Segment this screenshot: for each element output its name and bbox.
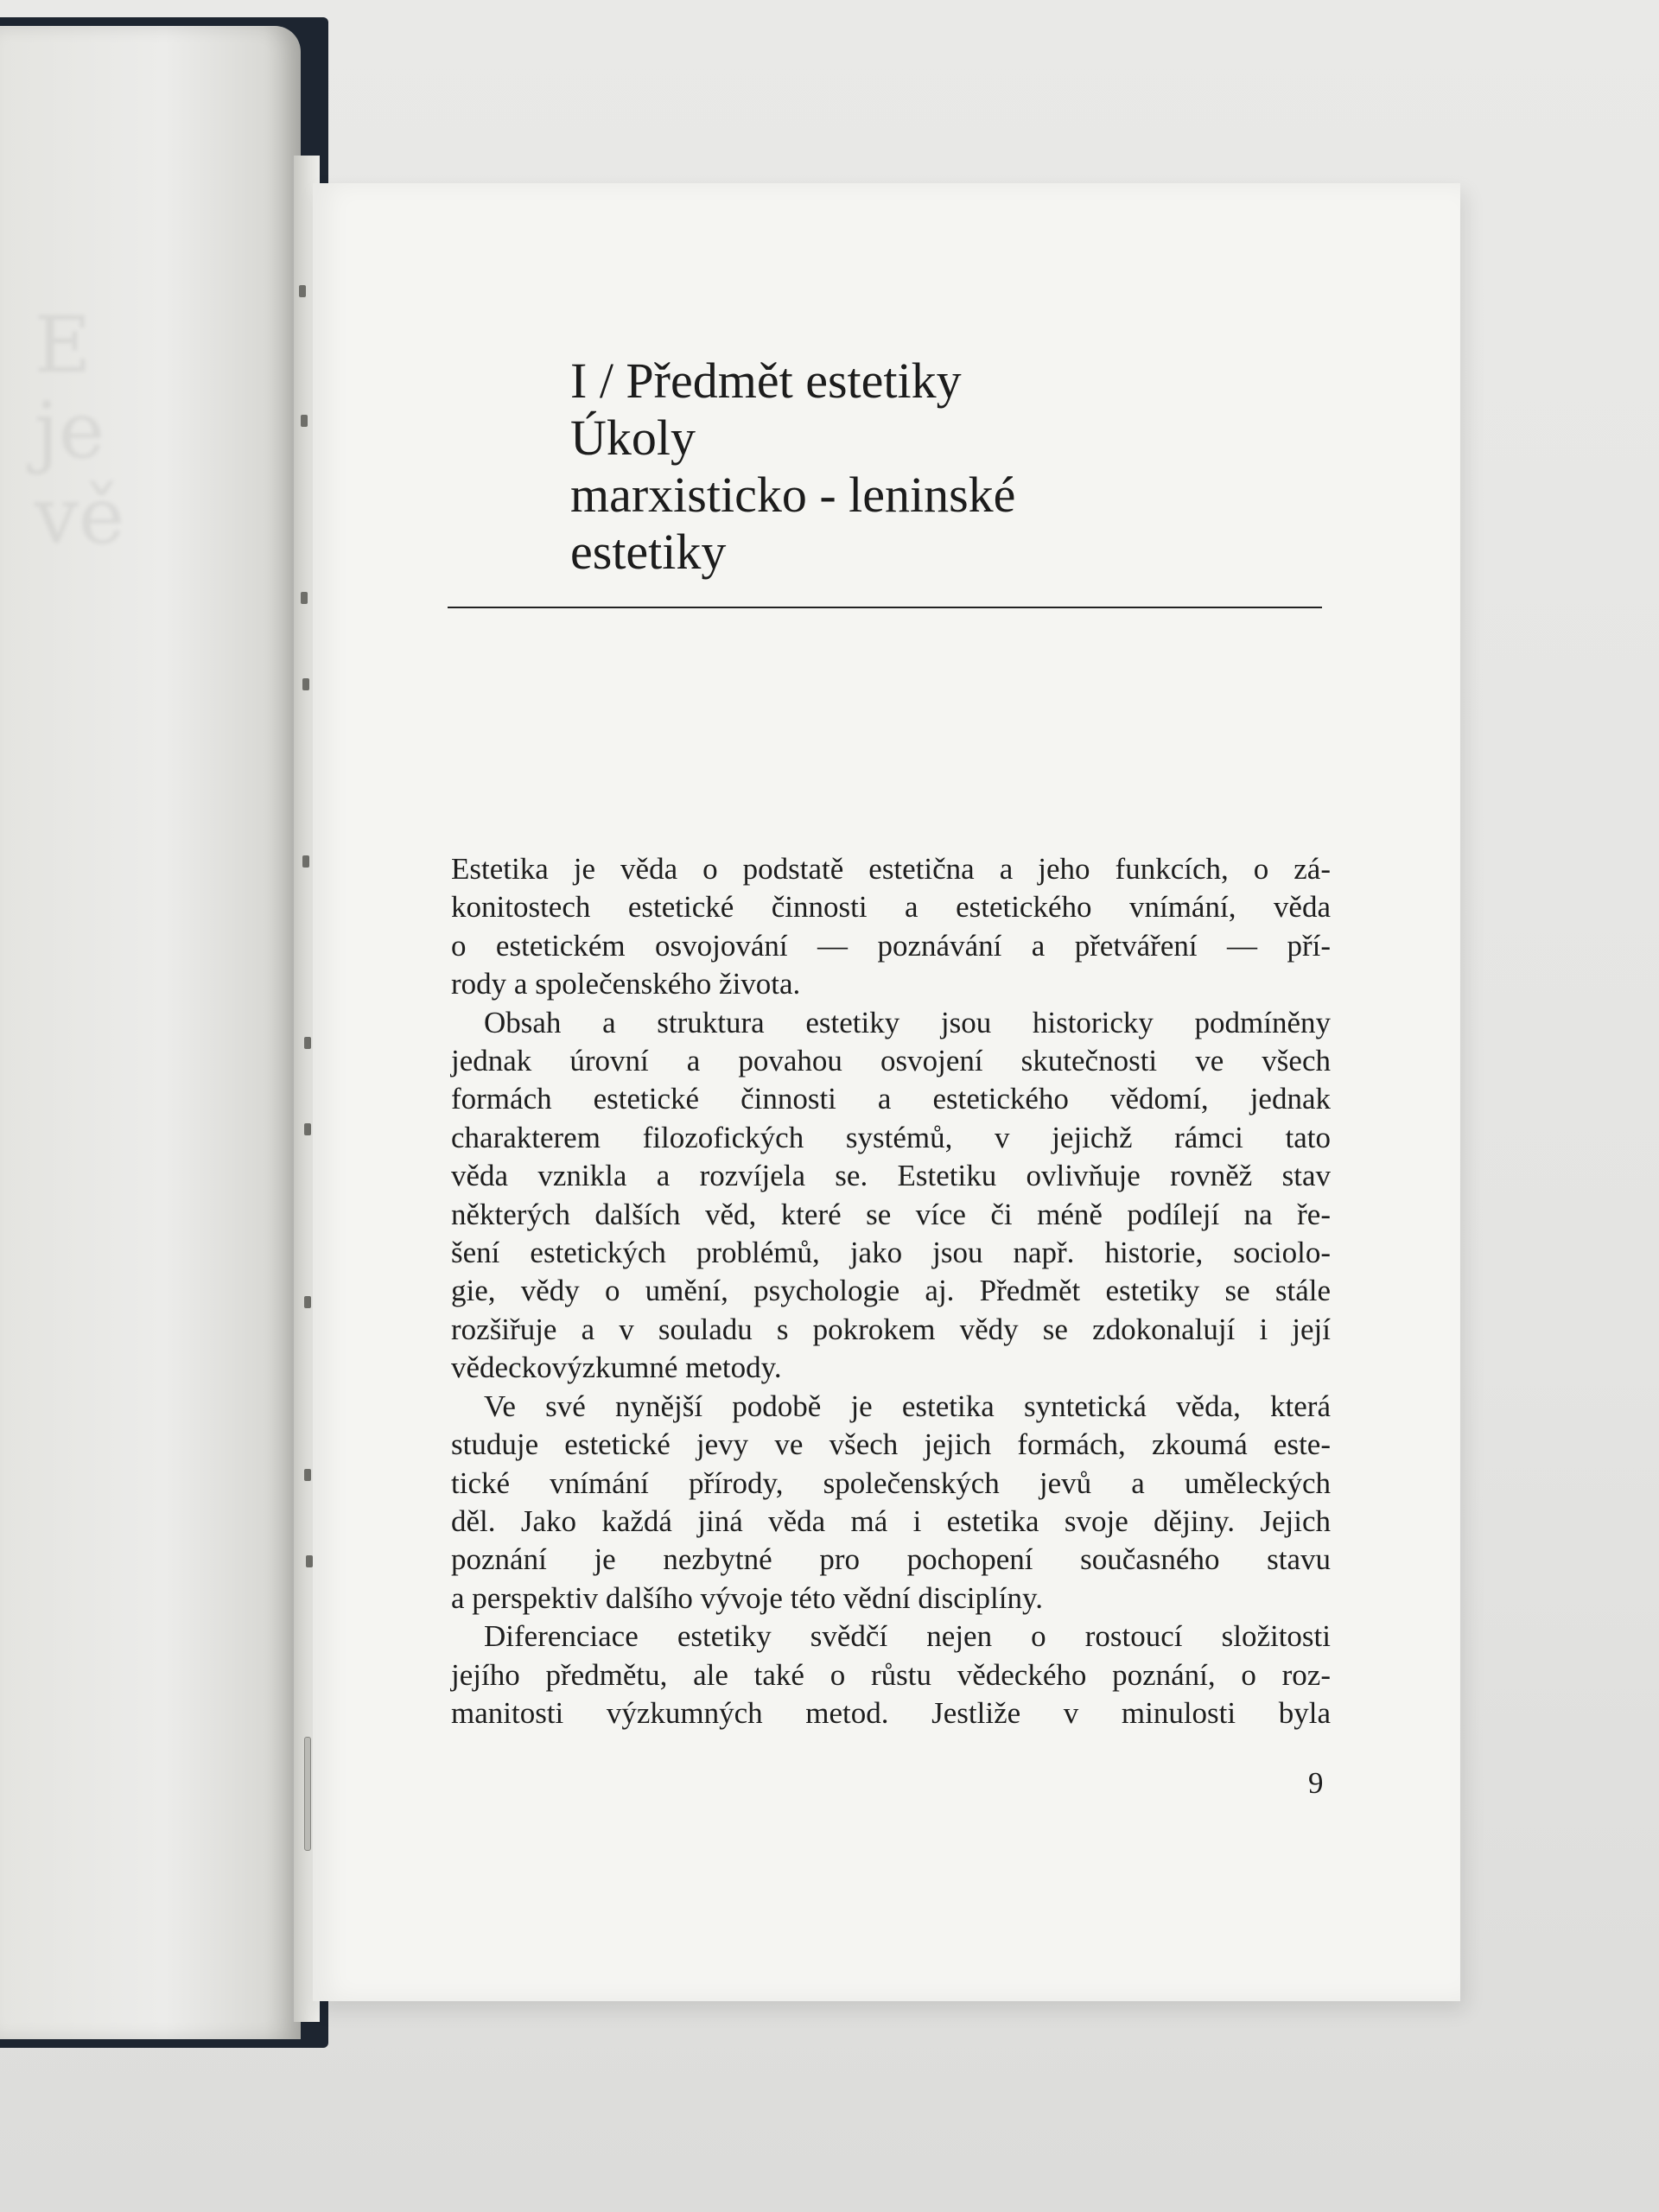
title-rule (448, 607, 1322, 608)
text-line: vědeckovýzkumné metody. (451, 1351, 782, 1385)
text-line: o estetickém osvojování — poznávání a přetváření — pří- (451, 928, 1331, 963)
stitch-mark (306, 1555, 313, 1567)
text-line: charakterem filozofických systémů, v jejichž rámci tato (451, 1120, 1331, 1154)
text-line: manitosti výzkumných metod. Jestliže v minulosti byla (451, 1695, 1331, 1730)
stitch-thread (304, 1737, 311, 1851)
stitch-mark (302, 855, 309, 868)
text-line: a perspektiv dalšího vývoje této vědní disciplíny. (451, 1580, 1043, 1615)
text-line: některých dalších věd, které se více či méně podílejí na ře- (451, 1197, 1331, 1231)
stitch-mark (304, 1296, 311, 1308)
page-number: 9 (1308, 1766, 1324, 1800)
text-line: formách estetické činnosti a estetického vědomí, jednak (451, 1082, 1331, 1116)
text-line: gie, vědy o umění, psychologie aj. Předmět estetiky se stále (451, 1274, 1331, 1308)
text-line: tické vnímání přírody, společenských jevů a uměleckých (451, 1465, 1331, 1500)
stitch-mark (302, 678, 309, 690)
text-line: děl. Jako každá jiná věda má i estetika svoje dějiny. Jejich (451, 1503, 1331, 1538)
left-page-show-through: E je vě (35, 300, 125, 562)
stitch-mark (299, 285, 306, 297)
stitch-mark (301, 415, 308, 427)
chapter-title-line: I / Předmět estetiky (570, 353, 962, 409)
text-line: studuje estetické jevy ve všech jejich formách, zkoumá este- (451, 1427, 1331, 1462)
text-line: Estetika je věda o podstatě estetična a jeho funkcích, o zá- (451, 852, 1331, 886)
text-line: poznání je nezbytné pro pochopení současného stavu (451, 1542, 1331, 1577)
chapter-title (570, 353, 1348, 581)
body-text (451, 850, 1331, 1732)
text-line: jednak úrovní a povahou osvojení skutečnosti ve všech (451, 1044, 1331, 1078)
stitch-mark (304, 1037, 311, 1049)
stitch-mark (304, 1123, 311, 1135)
text-line: Obsah a struktura estetiky jsou historicky podmíněny (484, 1005, 1331, 1039)
chapter-title-line: estetiky (570, 524, 727, 580)
text-line: konitostech estetické činnosti a estetického vnímání, věda (451, 890, 1331, 925)
chapter-title-line: Úkoly (570, 410, 696, 466)
text-line: rody a společenského života. (451, 967, 801, 1001)
text-line: rozšiřuje a v souladu s pokrokem vědy se zdokonalují i její (451, 1312, 1331, 1346)
stitch-mark (301, 592, 308, 604)
left-page (0, 26, 301, 2039)
text-line: Diferenciace estetiky svědčí nejen o rostoucí složitosti (484, 1619, 1331, 1654)
text-line: věda vznikla a rozvíjela se. Estetiku ovlivňuje rovněž stav (451, 1159, 1331, 1193)
text-line: šení estetických problémů, jako jsou např. historie, sociolo- (451, 1236, 1331, 1270)
chapter-title-line: marxisticko - leninské (570, 467, 1016, 523)
text-line: jejího předmětu, ale také o růstu vědeckého poznání, o roz- (451, 1657, 1331, 1692)
text-line: Ve své nynější podobě je estetika syntetická věda, která (484, 1389, 1331, 1423)
stitch-mark (304, 1469, 311, 1481)
